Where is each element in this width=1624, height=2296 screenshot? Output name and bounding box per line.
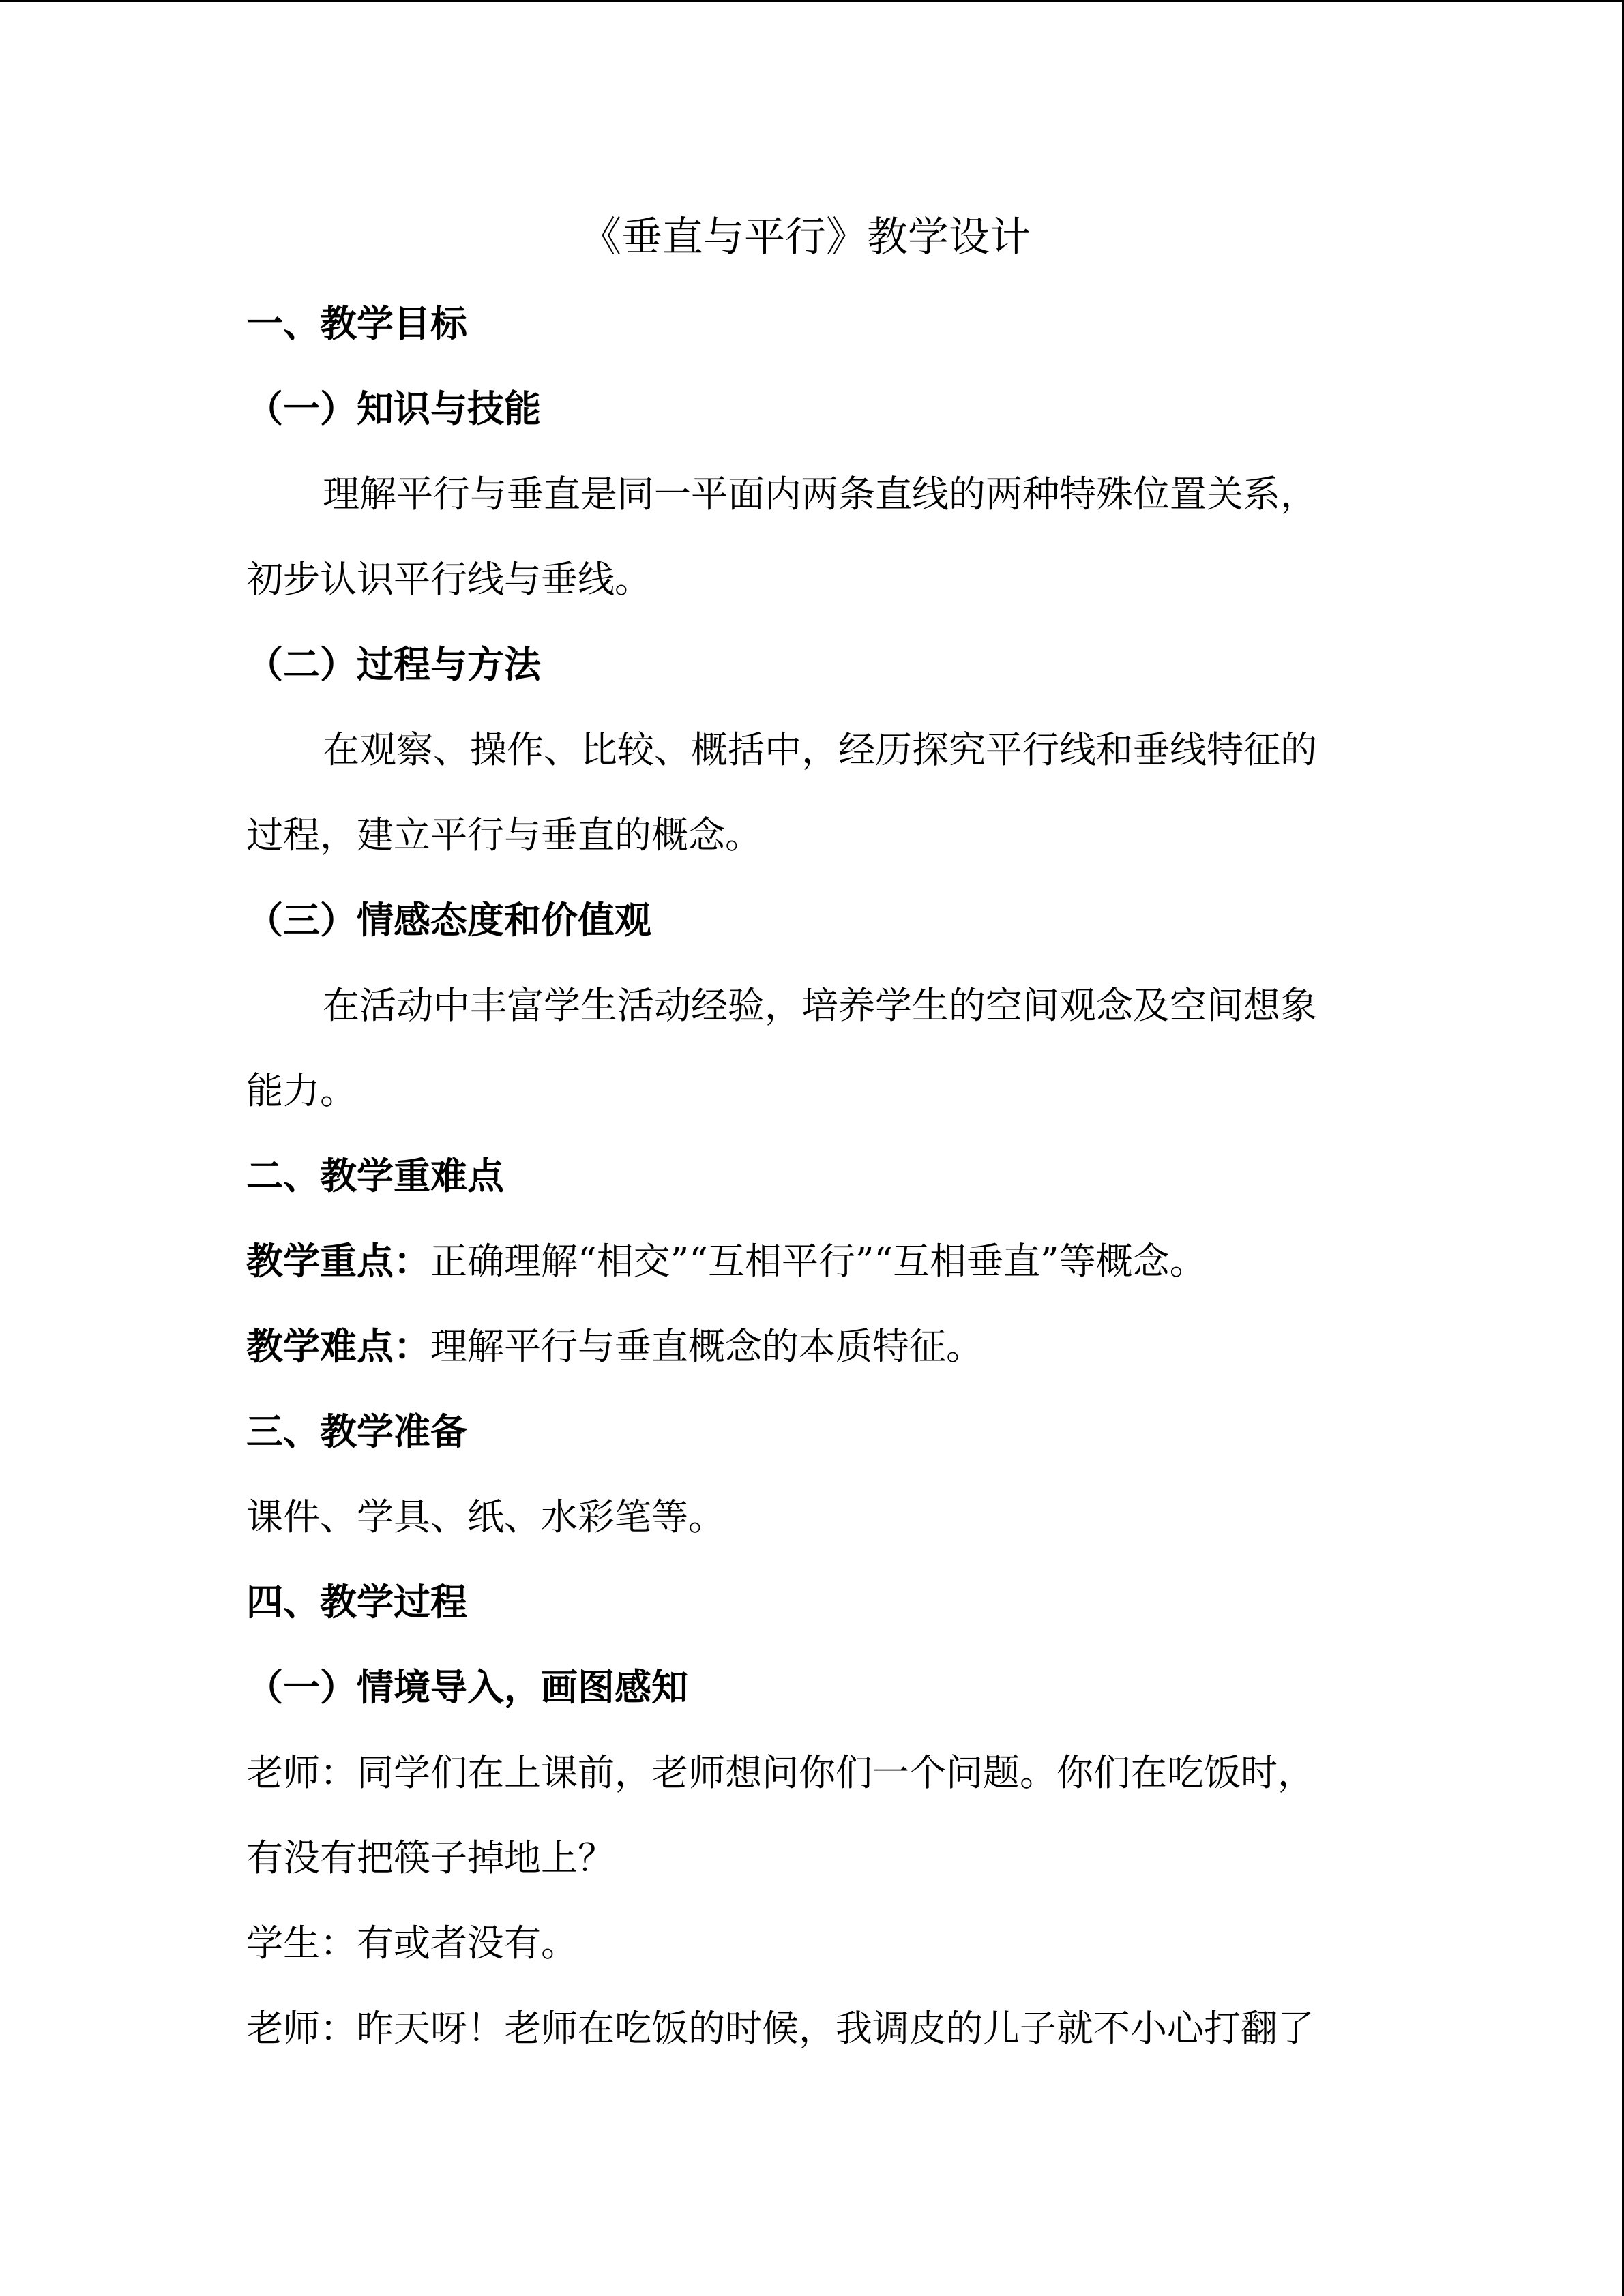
dialog-teacher-1-line1: 老师：同学们在上课前，老师想问你们一个问题。你们在吃饭时， (246, 1751, 1314, 1794)
section1-sub3-para-line2: 能力。 (246, 1069, 357, 1112)
section1-sub2-heading: （二）过程与方法 (246, 643, 541, 686)
dialog-teacher-1-line2: 有没有把筷子掉地上？ (246, 1836, 615, 1879)
section1-sub1-heading: （一）知识与技能 (246, 387, 541, 430)
section3-heading: 三、教学准备 (246, 1410, 467, 1453)
section2-heading: 二、教学重难点 (246, 1154, 504, 1197)
section1-sub2-para-line1: 在观察、操作、比较、概括中，经历探究平行线和垂线特征的 (323, 728, 1317, 771)
key-point-text: 正确理解“相交”“互相平行”“互相垂直”等概念。 (430, 1240, 1207, 1283)
section4-heading: 四、教学过程 (246, 1581, 467, 1624)
key-point-line (246, 1238, 1207, 1285)
section1-sub2-para-line2: 过程，建立平行与垂直的概念。 (246, 814, 762, 856)
section3-text: 课件、学具、纸、水彩笔等。 (246, 1495, 725, 1538)
section1-sub1-para-line2: 初步认识平行线与垂线。 (246, 558, 651, 601)
section1-sub3-heading: （三）情感态度和价值观 (246, 899, 651, 942)
dialog-student-1: 学生：有或者没有。 (246, 1922, 578, 1965)
difficult-point-line (246, 1323, 983, 1371)
section1-heading: 一、教学目标 (246, 302, 467, 345)
top-border-line (0, 0, 1624, 2)
key-point-label: 教学重点： (246, 1240, 430, 1283)
document-title: 《垂直与平行》教学设计 (580, 213, 1031, 261)
difficult-point-label: 教学难点： (246, 1325, 430, 1368)
difficult-point-text: 理解平行与垂直概念的本质特征。 (430, 1325, 983, 1368)
section1-sub3-para-line1: 在活动中丰富学生活动经验，培养学生的空间观念及空间想象 (323, 984, 1317, 1027)
section1-sub1-para-line1: 理解平行与垂直是同一平面内两条直线的两种特殊位置关系， (323, 473, 1317, 516)
section4-sub1-heading: （一）情境导入，画图感知 (246, 1666, 688, 1709)
dialog-teacher-2-line1: 老师：昨天呀！老师在吃饭的时候，我调皮的儿子就不小心打翻了 (246, 2007, 1314, 2050)
